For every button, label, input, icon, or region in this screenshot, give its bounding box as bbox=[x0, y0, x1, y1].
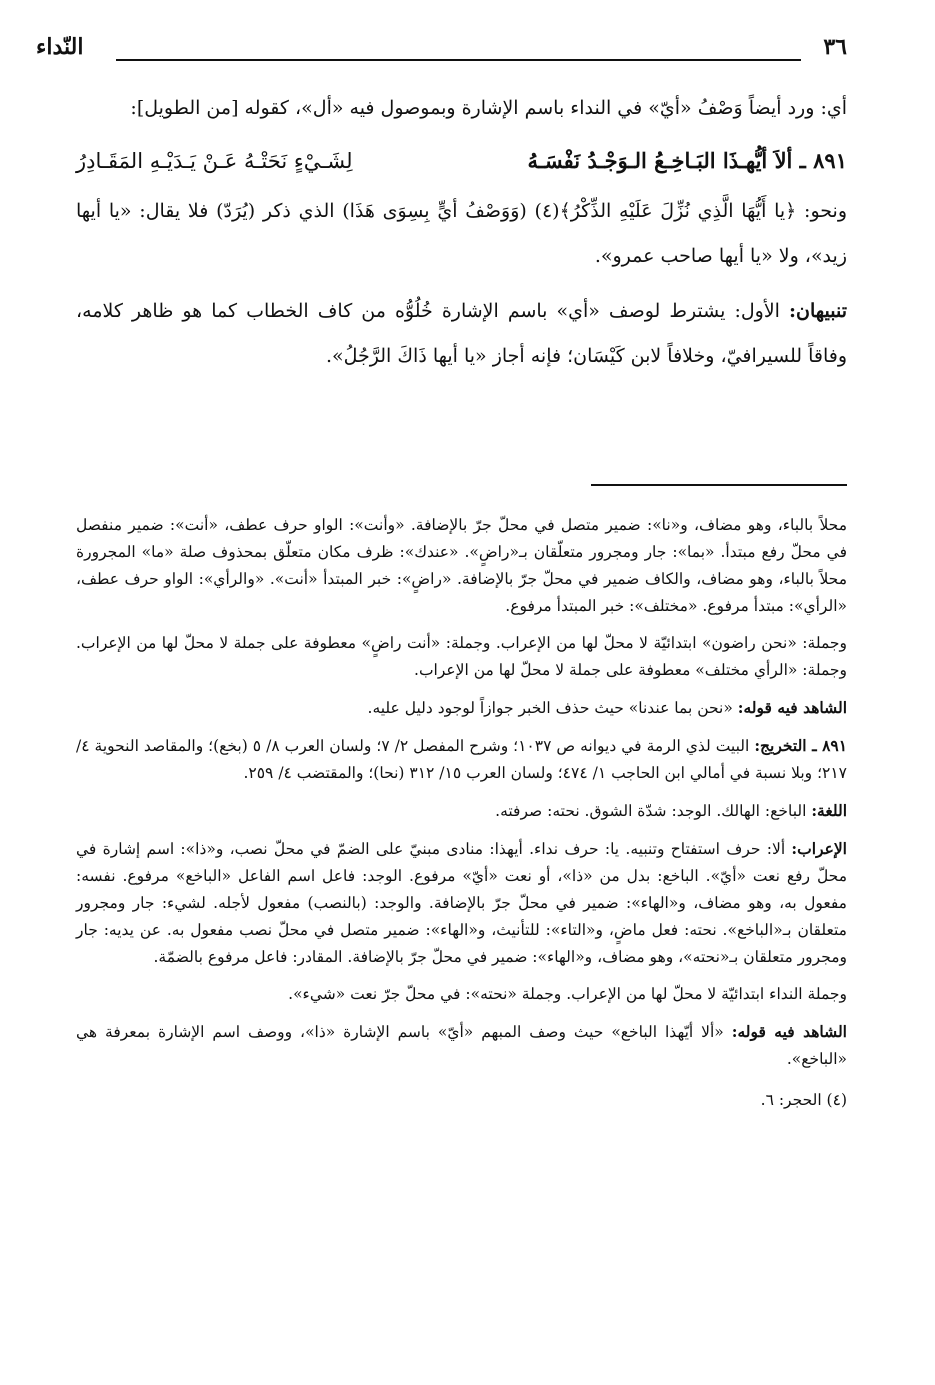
running-title: النّداء bbox=[36, 34, 84, 60]
note-parsing-label: الإعراب: bbox=[791, 839, 847, 858]
page-header bbox=[36, 34, 847, 64]
footnotes-section bbox=[76, 512, 847, 1124]
note-language-text: الباخع: الهالك. الوجد: شدّة الشوق. نحته: صرفته. bbox=[495, 802, 812, 820]
paragraph-intro: أي: ورد أيضاً وَصْفُ «أيّ» في النداء باسم الإشارة وبموصول فيه «أل»، كقوله [من الطويل]: bbox=[130, 97, 847, 119]
header-rule bbox=[116, 59, 801, 61]
verse-hemistich-2: لِشَـيْءٍ نَحَتْـهُ عَـنْ يَـدَيْـهِ المَقَـادِرُ bbox=[76, 149, 353, 173]
note-evidence-1 bbox=[76, 694, 847, 722]
note-evidence-2-label: الشاهد فيه قوله: bbox=[731, 1022, 847, 1041]
note-evidence-1-text: «نحن بما عندنا» حيث حذف الخبر جوازاً لوجود دليل عليه. bbox=[367, 699, 738, 717]
note-evidence-2 bbox=[76, 1018, 847, 1073]
verse-line bbox=[76, 139, 847, 183]
footnote-separator bbox=[591, 484, 847, 486]
note-sources bbox=[76, 732, 847, 787]
main-text bbox=[76, 86, 847, 379]
note-parsing bbox=[76, 835, 847, 971]
note-evidence-2-text: «ألا أيّهذا الباخع» حيث وصف المبهم «أيّ» باسم الإشارة «ذا»، ووصف اسم الإشارة بمعرفة هي «الباخع». bbox=[76, 1023, 847, 1068]
note-parsing-text: ألا: حرف استفتاح وتنبيه. يا: حرف نداء. أيهذا: منادى مبنيّ على الضمّ في محلّ نصب، و«ذا»: اسم إشارة في محلّ رفع نعت «أيّ». الباخع: بدل من «ذا»، أو نعت «أيّ» مرفوع. الوجد: فاعل اسم الفاعل «الباخع» مرفوع. نفسه: مفعول به، وهو مضاف، و«الهاء»: ضمير في محلّ جرّ بالإضافة. والوجد: (بالنصب) مفعول لأجله. لشيء: جار ومجرور متعلقان بـ«الباخع». نحته: فعل ماضٍ، و«التاء»: للتأنيث، و«الهاء»: ضمير متصل في محلّ نصب مفعول به. عن يديه: جار ومجرور متعلقان بـ«نحته»، وهو مضاف، و«الهاء»: ضمير في محلّ جرّ بالإضافة. المقادر: فاعل مرفوع بالضمّة. bbox=[76, 840, 847, 966]
footnote-4: (٤) الحجر: ٦. bbox=[760, 1091, 847, 1109]
notes-label: تنبيهان: bbox=[788, 300, 847, 322]
paragraph-notes bbox=[76, 289, 847, 379]
note-sentence-roles: وجملة النداء ابتدائيّة لا محلّ لها من الإعراب. وجملة «نحته»: في محلّ جرّ نعت «شيء». bbox=[288, 985, 847, 1003]
page-number: ٣٦ bbox=[823, 34, 847, 60]
note-evidence-1-label: الشاهد فيه قوله: bbox=[737, 698, 847, 717]
note-sources-text: البيت لذي الرمة في ديوانه ص ١٠٣٧؛ وشرح المفصل ٢/ ٧؛ ولسان العرب ٨/ ٥ (بخع)؛ والمقاصد النحوية ٤/ ٢١٧؛ وبلا نسبة في أمالي ابن الحاجب ١/ ٤٧٤؛ ولسان العرب ١٥/ ٣١٢ (نحا)؛ والمقتضب ٤/ ٢٥٩. bbox=[76, 737, 847, 782]
notes-text: الأول: يشترط لوصف «أي» باسم الإشارة خُلُوُّه من كاف الخطاب كما هو ظاهر كلامه، وفاقاً للسيرافيّ، وخلافاً لابن كَيْسَان؛ فإنه أجاز «يا أيها ذَاكَ الرَّجُلُ». bbox=[76, 300, 847, 367]
note-language-label: اللغة: bbox=[811, 801, 847, 820]
note-sentences: وجملة: «نحن راضون» ابتدائيّة لا محلّ لها من الإعراب. وجملة: «أنت راضٍ» معطوفة على جملة لا محلّ لها من الإعراب. وجملة: «الرأي مختلف» معطوفة على جملة لا محلّ لها من الإعراب. bbox=[76, 634, 847, 679]
note-language bbox=[76, 797, 847, 825]
verse-hemistich-1: ٨٩١ ـ ألاَ أيُّهـذَا البَـاخِـعُ الـوَجْـدُ نَفْسَـهُ bbox=[527, 148, 847, 173]
paragraph-examples: ونحو: ﴿يا أَيُّهَا الَّذِي نُزِّلَ عَلَيْهِ الذِّكْرُ﴾(٤) (وَوَصْفُ أيٍّ بِسِوَى هَذَا) الذي ذكر (يُرَدّ) فلا يقال: «يا أيها زيد»، ولا «يا أيها صاحب عمرو». bbox=[76, 200, 847, 267]
note-sources-label: ٨٩١ ـ التخريج: bbox=[754, 736, 848, 755]
note-parsing-continued: محلاً بالباء، وهو مضاف، و«نا»: ضمير متصل في محلّ جرّ بالإضافة. «وأنت»: الواو حرف عطف، «أنت»: ضمير منفصل في محلّ رفع مبتدأ. «بما»: جار ومجرور متعلّقان بـ«راضٍ». «عندك»: ظرف مكان متعلّق بمحذوف صلة «ما» المجرورة محلاً بالباء، وهو مضاف، والكاف ضمير في محلّ جرّ بالإضافة. «راضٍ»: خبر المبتدأ «أنت». «والرأي»: الواو حرف عطف، «الرأي»: مبتدأ مرفوع. «مختلف»: خبر المبتدأ مرفوع. bbox=[76, 516, 847, 615]
